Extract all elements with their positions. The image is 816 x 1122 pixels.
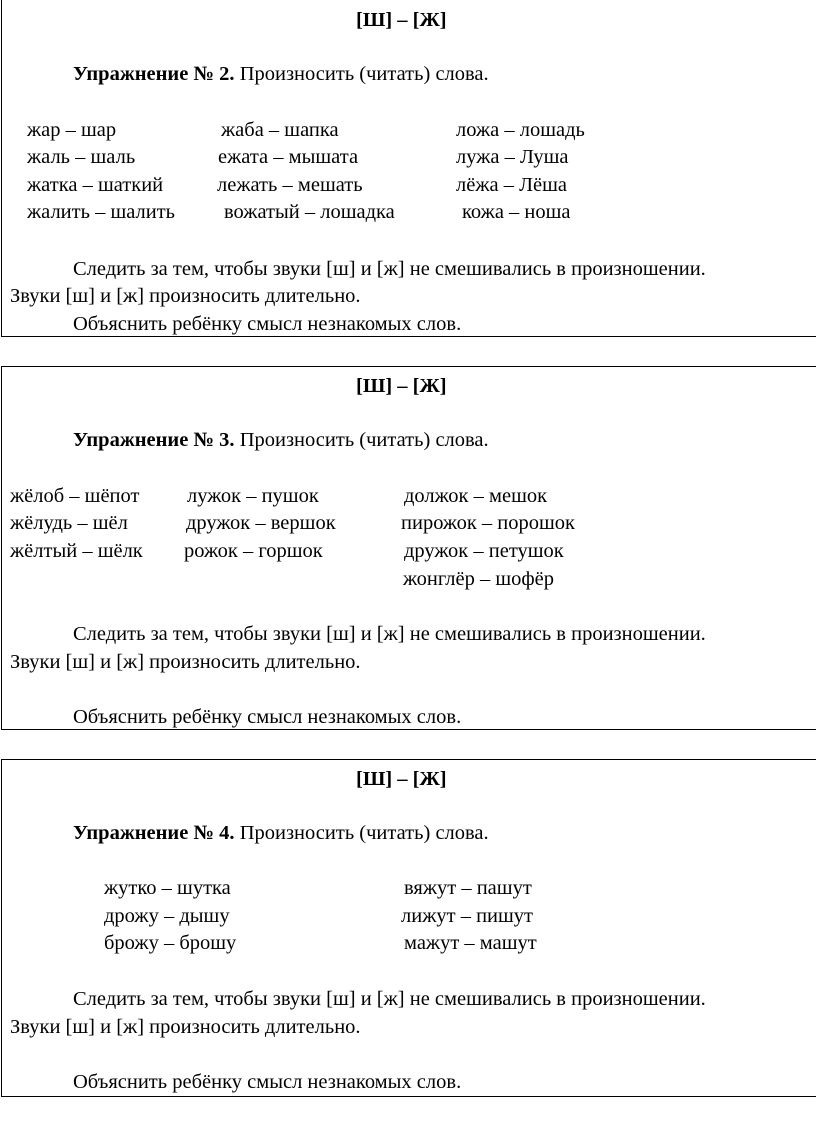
word-pair: жаль – шаль: [27, 146, 136, 168]
exercise-card-4: [1, 759, 816, 1097]
word-pair: лижут – пишут: [401, 905, 534, 927]
word-pair: жёлтый – шёлк: [10, 540, 143, 562]
explain-text: Объяснить ребёнку смысл незнакомых слов.: [73, 1071, 462, 1093]
exercise-instruction: Произносить (читать) слова.: [234, 63, 489, 85]
exercise-heading: [73, 62, 489, 86]
instruction-text: Звуки [ш] и [ж] произносить длительно.: [10, 285, 361, 307]
card-title: [Ш] – [Ж]: [356, 375, 447, 397]
word-pair: жатка – шаткий: [27, 174, 164, 196]
instruction-text: Звуки [ш] и [ж] произносить длительно.: [10, 1016, 361, 1038]
exercise-number: Упражнение № 4.: [73, 822, 235, 844]
word-pair: дружок – вершок: [186, 512, 336, 534]
word-pair: жаба – шапка: [221, 119, 339, 141]
word-pair: жар – шар: [27, 119, 117, 141]
word-pair: лужа – Луша: [456, 146, 569, 168]
word-pair: дружок – петушок: [404, 540, 564, 562]
exercise-number: Упражнение № 2.: [73, 63, 235, 85]
word-pair: лёжа – Лёша: [456, 174, 567, 196]
word-pair: брожу – брошу: [104, 932, 237, 954]
word-pair: ложа – лошадь: [456, 119, 585, 141]
exercise-instruction: Произносить (читать) слова.: [234, 429, 489, 451]
word-pair: лежать – мешать: [217, 174, 363, 196]
word-pair: дрожу – дышу: [104, 905, 230, 927]
card-title: [Ш] – [Ж]: [356, 9, 447, 31]
card-title: [Ш] – [Ж]: [356, 768, 447, 790]
word-pair: жутко – шутка: [104, 877, 231, 899]
word-pair: лужок – пушок: [187, 485, 319, 507]
word-pair: мажут – машут: [404, 932, 537, 954]
instruction-text: Следить за тем, чтобы звуки [ш] и [ж] не смешивались в произношении.: [73, 988, 706, 1010]
word-pair: рожок – горшок: [184, 540, 323, 562]
instruction-text: Звуки [ш] и [ж] произносить длительно.: [10, 651, 361, 673]
exercise-heading: [73, 821, 489, 845]
instruction-text: Следить за тем, чтобы звуки [ш] и [ж] не смешивались в произношении.: [73, 258, 706, 280]
word-pair: вяжут – пашут: [404, 877, 532, 899]
word-pair: вожатый – лошадка: [224, 201, 395, 223]
explain-text: Объяснить ребёнку смысл незнакомых слов.: [73, 706, 462, 728]
explain-text: Объяснить ребёнку смысл незнакомых слов.: [73, 313, 462, 335]
exercise-number: Упражнение № 3.: [73, 429, 235, 451]
word-pair: ежата – мышата: [218, 146, 359, 168]
word-pair: жёлудь – шёл: [10, 512, 128, 534]
instruction-text: Следить за тем, чтобы звуки [ш] и [ж] не смешивались в произношении.: [73, 623, 706, 645]
word-pair: должок – мешок: [404, 485, 548, 507]
word-pair: жёлоб – шёпот: [10, 485, 140, 507]
word-pair: жалить – шалить: [27, 201, 176, 223]
exercise-heading: [73, 428, 489, 452]
word-pair: пирожок – порошок: [401, 512, 576, 534]
exercise-instruction: Произносить (читать) слова.: [234, 822, 489, 844]
word-pair: кожа – ноша: [462, 201, 571, 223]
word-pair: жонглёр – шофёр: [403, 568, 554, 590]
